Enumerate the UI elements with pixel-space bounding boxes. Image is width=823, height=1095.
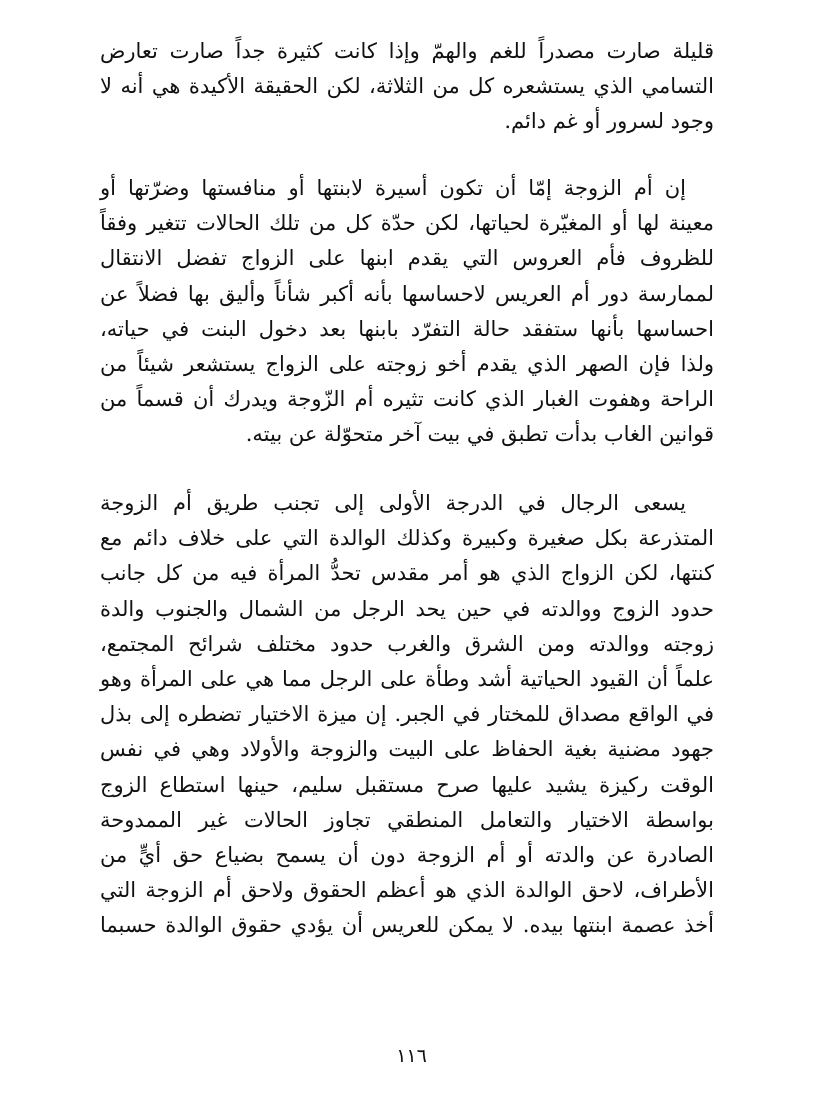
text-line: بواسطة الاختيار والتعامل المنطقي تجاوز الحالات غير الممدوحة [100, 807, 714, 832]
text-line: أخذ عصمة ابنتها بيده. لا يمكن للعريس أن يؤدي حقوق الوالدة حسبما [100, 913, 714, 938]
text-line: الأطراف، لاحق الوالدة الذي هو أعظم الحقوق ولاحق أم الزوجة التي [100, 878, 714, 903]
text-line: علماً أن القيود الحياتية أشد وطأة على الرجل مما هي على المرأة وهو [100, 667, 714, 692]
paragraph-3 [100, 486, 714, 944]
text-line: ولذا فإن الصهر الذي يقدم أخو زوجته على الزواج يستشعر شيئاً من [100, 352, 714, 377]
text-line: احساسها بأنها ستفقد حالة التفرّد بابنها بعد دخول البنت في حياته، [100, 316, 714, 341]
text-line: التسامي الذي يستشعره كل من الثلاثة، لكن الحقيقة الأكيدة هي أنه لا [100, 74, 714, 99]
text-line: قوانين الغاب بدأت تطبق في بيت آخر متحوّلة عن بيته. [245, 422, 714, 447]
paragraph-2 [100, 171, 714, 453]
text-line: جهود مضنية بغية الحفاظ على البيت والزوجة والأولاد وهي في نفس [100, 737, 714, 762]
text-line: لممارسة دور أم العريس لاحساسها بأنه أكبر شأناً وأليق بها فضلاً عن [100, 281, 714, 306]
text-line: للظروف فأم العروس التي يقدم ابنها على الزواج تفضل الانتقال [100, 246, 714, 271]
text-line: كنتها، لكن الزواج الذي هو أمر مقدس تحدُّ المرأة فيه من كل جانب [100, 561, 714, 586]
text-line: الراحة وهفوت الغبار الذي كانت تثيره أم الزّوجة ويدرك أن قسماً من [100, 387, 714, 412]
page-number: ١١٦ [396, 1045, 427, 1067]
text-line: حدود الزوج ووالدته في حين يحد الرجل من الشمال والجنوب والدة [100, 596, 714, 621]
text-line: يسعى الرجال في الدرجة الأولى إلى تجنب طريق أم الزوجة [100, 491, 686, 515]
text-line: وجود لسرور أو غم دائم. [504, 109, 714, 134]
paragraph-1 [100, 34, 714, 140]
text-line: زوجته ووالدته ومن الشرق والغرب حدود مختلف شرائح المجتمع، [100, 631, 714, 656]
text-line: قليلة صارت مصدراً للغم والهمّ وإذا كانت كثيرة جداً صارت تعارض [100, 39, 714, 63]
text-line: في الواقع مصداق للمختار في الجبر. إن ميزة الاختيار تضطره إلى بذل [100, 702, 714, 727]
text-line: الصادرة عن والدته أو أم الزوجة دون أن يسمح بضياع حق أيٍّ من [100, 843, 714, 868]
text-line: المتذرعة بكل صغيرة وكبيرة وكذلك الوالدة التي على خلاف دائم مع [100, 526, 714, 551]
text-line: الوقت ركيزة يشيد عليها صرح مستقبل سليم، حينها استطاع الزوج [100, 772, 714, 797]
text-line: إن أم الزوجة إمّا أن تكون أسيرة لابنتها أو منافستها وضرّتها أو [100, 176, 686, 200]
text-line: معينة لها أو المغيّرة لحياتها، لكن حدّة كل من تلك الحالات تتغير وفقاً [100, 211, 714, 236]
